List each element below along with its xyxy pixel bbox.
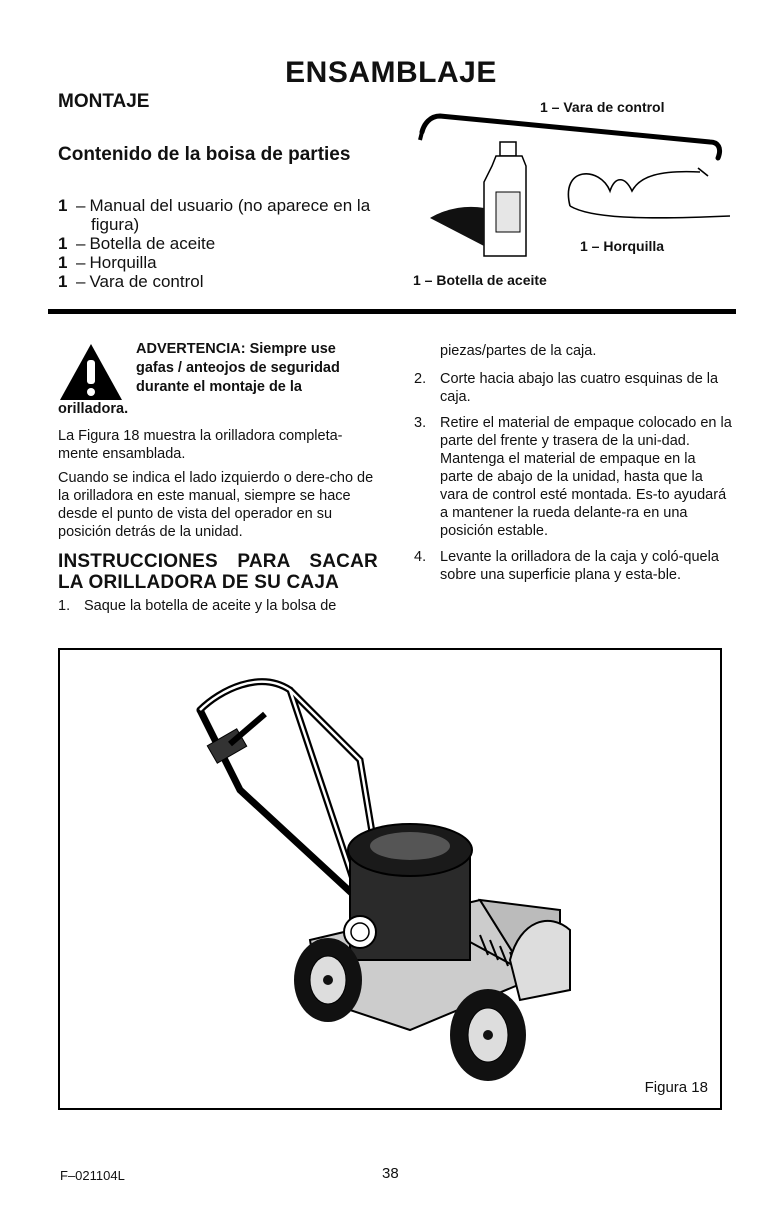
section-divider [48, 309, 736, 314]
figure-caption: Figura 18 [644, 1079, 708, 1096]
part-label: Manual del usuario (no aparece en la [89, 196, 371, 215]
page-number: 38 [382, 1165, 399, 1182]
rear-wheel-drawing [294, 938, 362, 1022]
warning-line: gafas / anteojos de seguridad [136, 360, 340, 376]
step-number: 4. [414, 549, 427, 565]
subsection-heading: Contenido de la boisa de parties [58, 144, 351, 165]
part-label: Botella de aceite [89, 234, 216, 253]
part-label: Vara de control [89, 272, 204, 291]
paragraph: Cuando se indica el lado izquierdo o dere-cho de la orilladora en este manual, siempre se hace desde el punto de vista del operador en su posición detrás de la unidad. [58, 470, 374, 540]
warning-line: durante el montaje de la [136, 379, 302, 395]
step-text: Levante la orilladora de la caja y coló-quela sobre una superficie plana y esta-ble. [440, 549, 719, 583]
oil-bottle-drawing [430, 142, 526, 256]
document-code: F–021104L [60, 1168, 125, 1183]
section-heading: MONTAJE [58, 91, 150, 112]
step-item [414, 414, 732, 540]
hairpin-drawing [568, 168, 730, 218]
figure-18 [58, 648, 722, 1110]
parts-list-item [58, 234, 388, 253]
part-qty: 1 [58, 234, 68, 253]
instructions-heading-line [58, 551, 378, 572]
warning-line: ADVERTENCIA: Siempre use [136, 341, 336, 357]
step-text: Corte hacia abajo las cuatro esquinas de la caja. [440, 371, 719, 405]
callout-vara: 1 – Vara de control [540, 99, 665, 115]
parts-list-item [58, 253, 388, 272]
step-text: Retire el material de empaque colocado en la parte del frente y trasera de la uni-dad. Mantenga el material de empaque en la parte de abajo de la unidad, hasta que la vara de control esté montada. Es-to ayudará a mantener la rueda delante-ra en una posición estable. [440, 415, 732, 539]
parts-list-item [58, 196, 388, 215]
part-qty: 1 [58, 196, 68, 215]
step-item [414, 548, 732, 584]
left-column [58, 340, 378, 623]
callout-botella: 1 – Botella de aceite [413, 272, 547, 288]
right-column [414, 342, 732, 592]
step-text: Saque la botella de aceite y la bolsa de [84, 598, 337, 614]
steps-list [58, 597, 378, 615]
engine-drawing [344, 824, 472, 960]
callout-horquilla: 1 – Horquilla [580, 238, 665, 254]
part-qty: 1 [58, 253, 68, 272]
edger-illustration [60, 650, 720, 1108]
part-sep: – [76, 196, 86, 215]
parts-list-item [58, 272, 388, 291]
front-wheel-drawing [450, 989, 526, 1081]
warning-line: orilladora. [58, 401, 129, 417]
step-number: 1. [58, 598, 71, 614]
step-item [58, 597, 378, 615]
instructions-heading-line: LA ORILLADORA DE SU CAJA [58, 572, 340, 593]
part-sep: – [76, 253, 86, 272]
parts-illustration [400, 96, 740, 296]
step-number: 2. [414, 371, 427, 387]
warning-triangle-icon [58, 342, 128, 404]
paragraph: La Figura 18 muestra la orilladora completa-mente ensamblada. [58, 428, 343, 462]
part-sep: – [76, 272, 86, 291]
part-qty: 1 [58, 272, 68, 291]
part-label: Horquilla [89, 253, 157, 272]
parts-list [58, 196, 388, 291]
step-item [414, 370, 732, 406]
page-title: ENSAMBLAJE [285, 56, 497, 89]
instructions-heading-text: INSTRUCCIONES PARA SACAR [58, 551, 378, 572]
warning-block [58, 340, 378, 404]
step-text-cont: piezas/partes de la caja. [440, 343, 597, 359]
step-number: 3. [414, 415, 427, 431]
control-rod-drawing [420, 116, 720, 158]
part-label-cont: figura) [91, 215, 140, 234]
part-sep: – [76, 234, 86, 253]
steps-list [414, 370, 732, 584]
